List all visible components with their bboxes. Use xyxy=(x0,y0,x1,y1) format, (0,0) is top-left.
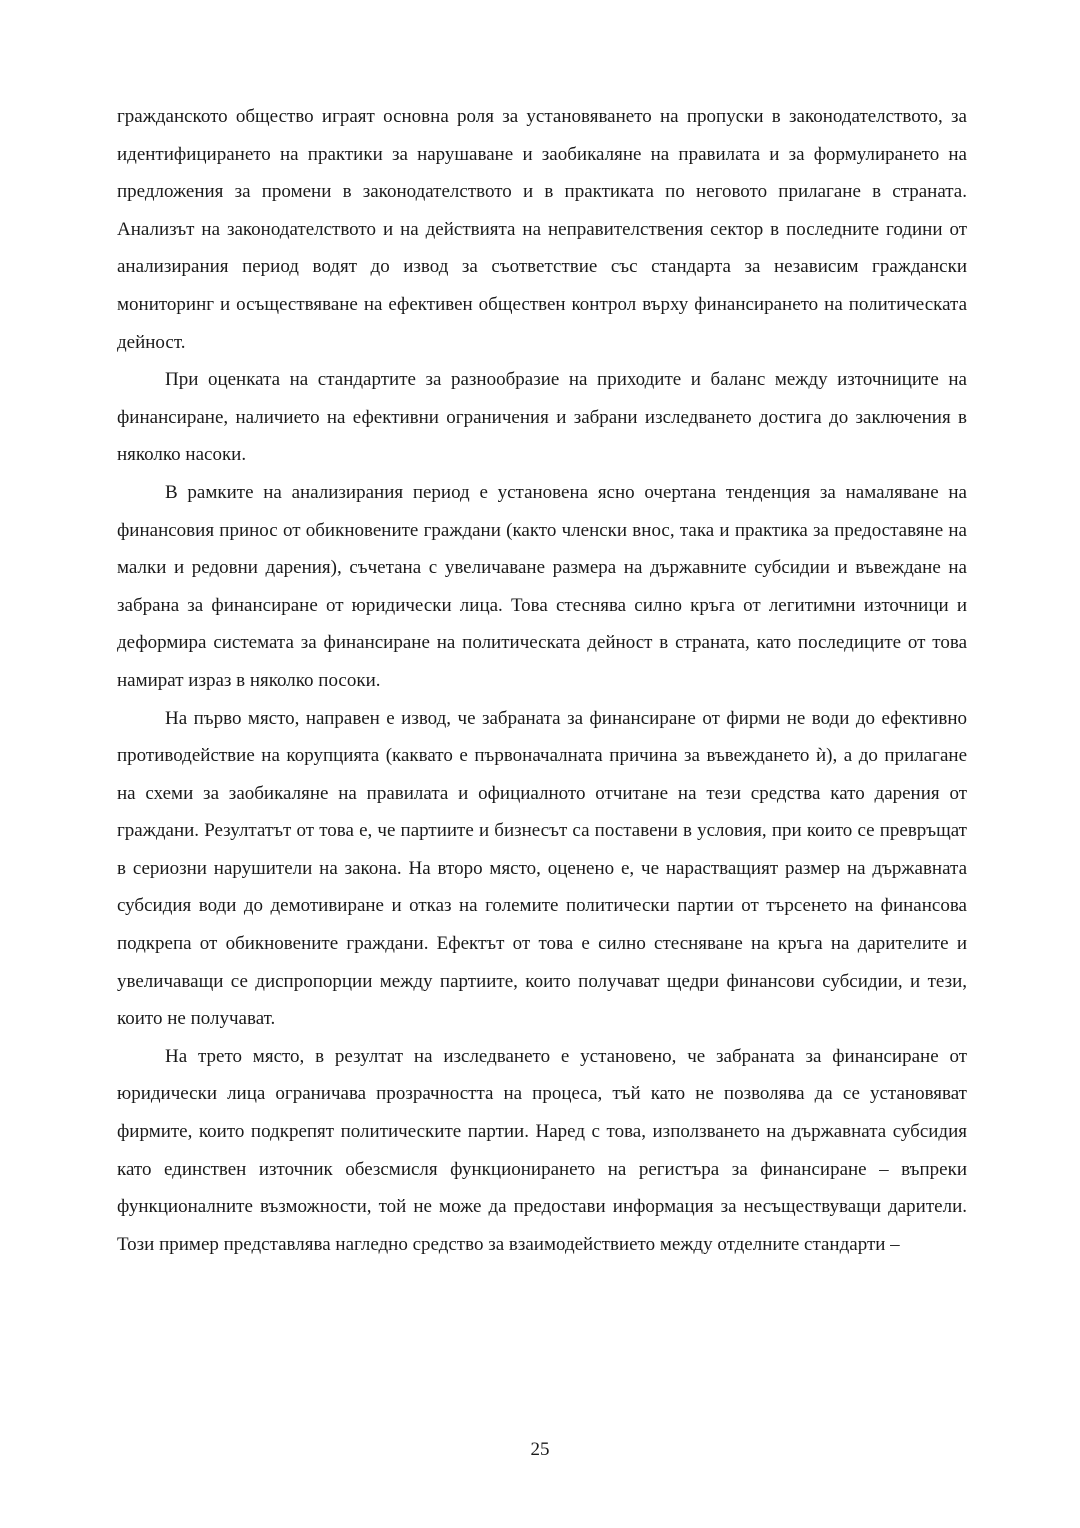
page-number: 25 xyxy=(530,1439,550,1460)
paragraph-continuation: гражданското общество играят основна роля за установяването на пропуски в законодателството, за идентифицирането на практики за нарушаване и заобикаляне на правилата и за формулирането на предложения за промени в законодателството и в практиката по неговото прилагане в страната. Анализът на законодателството и на действията на неправителствения сектор в последните години от анализирания период водят до извод за съответствие със стандарта за независим граждански мониторинг и осъществяване на ефективен обществен контрол върху финансирането на политическата дейност. xyxy=(117,106,967,353)
paragraph-first-second-conclusion: На първо място, направен е извод, че забраната за финансиране от фирми не води до ефективно противодействие на корупцията (каквато е първоначалната причина за въвеждането ѝ), а до прилагане на схеми за заобикаляне на правилата и официалното отчитане на тези средства като дарения от граждани. Резултатът от това е, че партиите и бизнесът са поставени в условия, при които се превръщат в сериозни нарушители на закона. На второ място, оценено е, че нарастващият размер на държавната субсидия води до демотивиране и отказ на големите политически партии от търсенето на финансова подкрепа от обикновените граждани. Ефектът от това е силно стесняване на кръга на дарителите и увеличаващи се диспропорции между партиите, които получават щедри финансови субсидии, и тези, които не получават. xyxy=(117,707,967,1030)
paragraph-third-conclusion: На трето място, в резултат на изследването е установено, че забраната за финансиране от юридически лица ограничава прозрачността на процеса, тъй като не позволява да се установяват фирмите, които подкрепят политическите партии. Наред с това, използването на държавната субсидия като единствен източник обезсмисля функционирането на регистъра за финансиране – въпреки функционалните възможности, той не може да предостави информация за несъществуващи дарители. Този пример представлява нагледно средство за взаимодействието между отделните стандарти – xyxy=(117,1045,967,1255)
paragraph-funding-trend: В рамките на анализирания период е установена ясно очертана тенденция за намаляване на финансовия принос от обикновените граждани (както членски внос, така и практика за предоставяне на малки и редовни дарения), съчетана с увеличаване размера на държавните субсидии и въвеждане на забрана за финансиране от юридически лица. Това стеснява силно кръга от легитимни източници и деформира системата за финансиране на политическата дейност в страната, като последиците от това намират израз в няколко посоки. xyxy=(117,481,967,691)
body-text xyxy=(117,98,967,1263)
paragraph-income-diversity: При оценката на стандартите за разнообразие на приходите и баланс между източниците на финансиране, наличието на ефективни ограничения и забрани изследването достига до заключения в няколко насоки. xyxy=(117,369,967,466)
